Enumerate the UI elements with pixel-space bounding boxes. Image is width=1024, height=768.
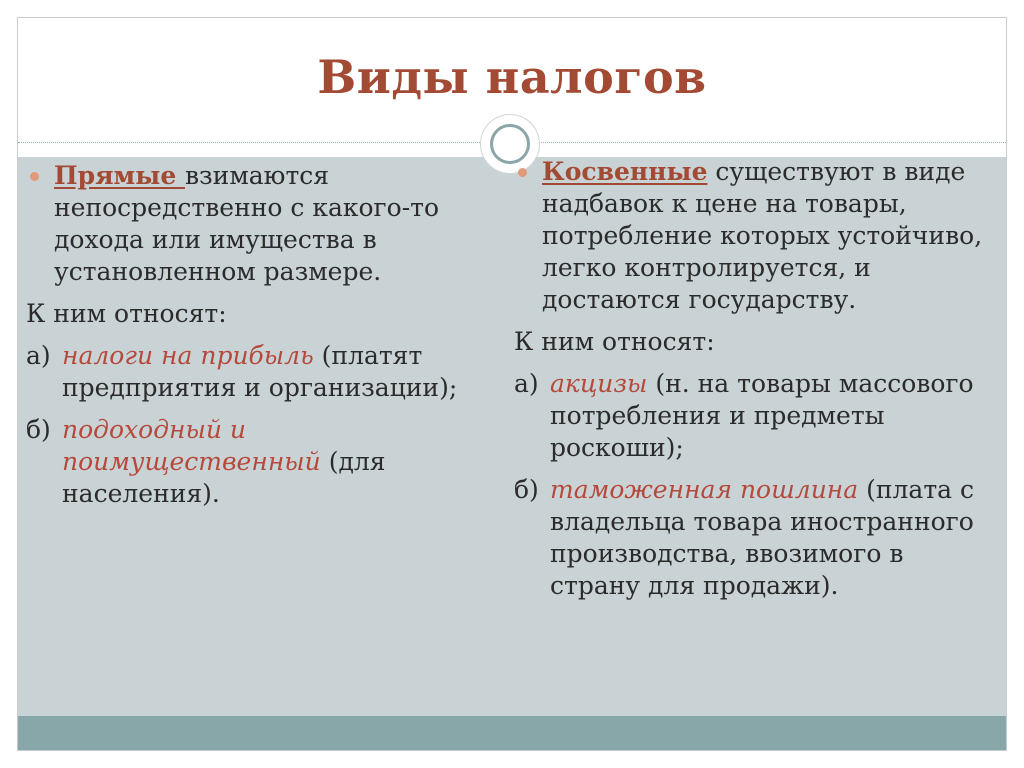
highlight-text: подоходный и поимущественный: [62, 415, 321, 476]
highlight-text: налоги на прибыль: [62, 341, 314, 370]
list-item-body: [62, 340, 476, 404]
list-marker: б): [514, 475, 539, 504]
highlight-text: таможенная пошлина: [550, 475, 859, 504]
left-intro: К ним относят:: [26, 299, 227, 328]
right-definition: [514, 156, 994, 316]
list-marker: б): [26, 415, 51, 444]
list-item: [514, 474, 994, 602]
highlight-text: акцизы: [550, 369, 648, 398]
right-definition-text: существуют в виде надбавок к цене на товары, потребление которых устойчиво, легко контролируется, и достаются государству.: [542, 157, 983, 314]
list-marker: а): [514, 369, 539, 398]
list-item-body: [550, 474, 994, 602]
footer-band: [18, 716, 1006, 750]
list-item: [26, 340, 476, 404]
list-item: [26, 414, 476, 510]
bullet-icon: [518, 168, 527, 177]
list-item: [514, 368, 994, 464]
right-term: Косвенные: [542, 157, 708, 186]
list-item-text: (платят предприятия и организации);: [62, 341, 458, 402]
list-item-body: [550, 368, 994, 464]
list-marker: а): [26, 341, 51, 370]
right-column: [514, 156, 994, 612]
list-item-text: (для населения).: [62, 447, 386, 508]
list-item-body: [62, 414, 476, 510]
left-column: [26, 160, 476, 520]
left-definition: [26, 160, 476, 288]
left-definition-text: взимаются непосредственно с какого-то дохода или имущества в установленном размере.: [54, 161, 440, 286]
right-intro: К ним относят:: [514, 327, 715, 356]
bullet-icon: [30, 172, 39, 181]
left-term: Прямые: [54, 161, 185, 190]
list-item-text: (н. на товары массового потребления и предметы роскоши);: [550, 369, 974, 462]
page-title: Виды налогов: [317, 50, 707, 104]
list-item-text: (плата с владельца товара иностранного производства, ввозимого в страну для продажи).: [550, 475, 975, 600]
